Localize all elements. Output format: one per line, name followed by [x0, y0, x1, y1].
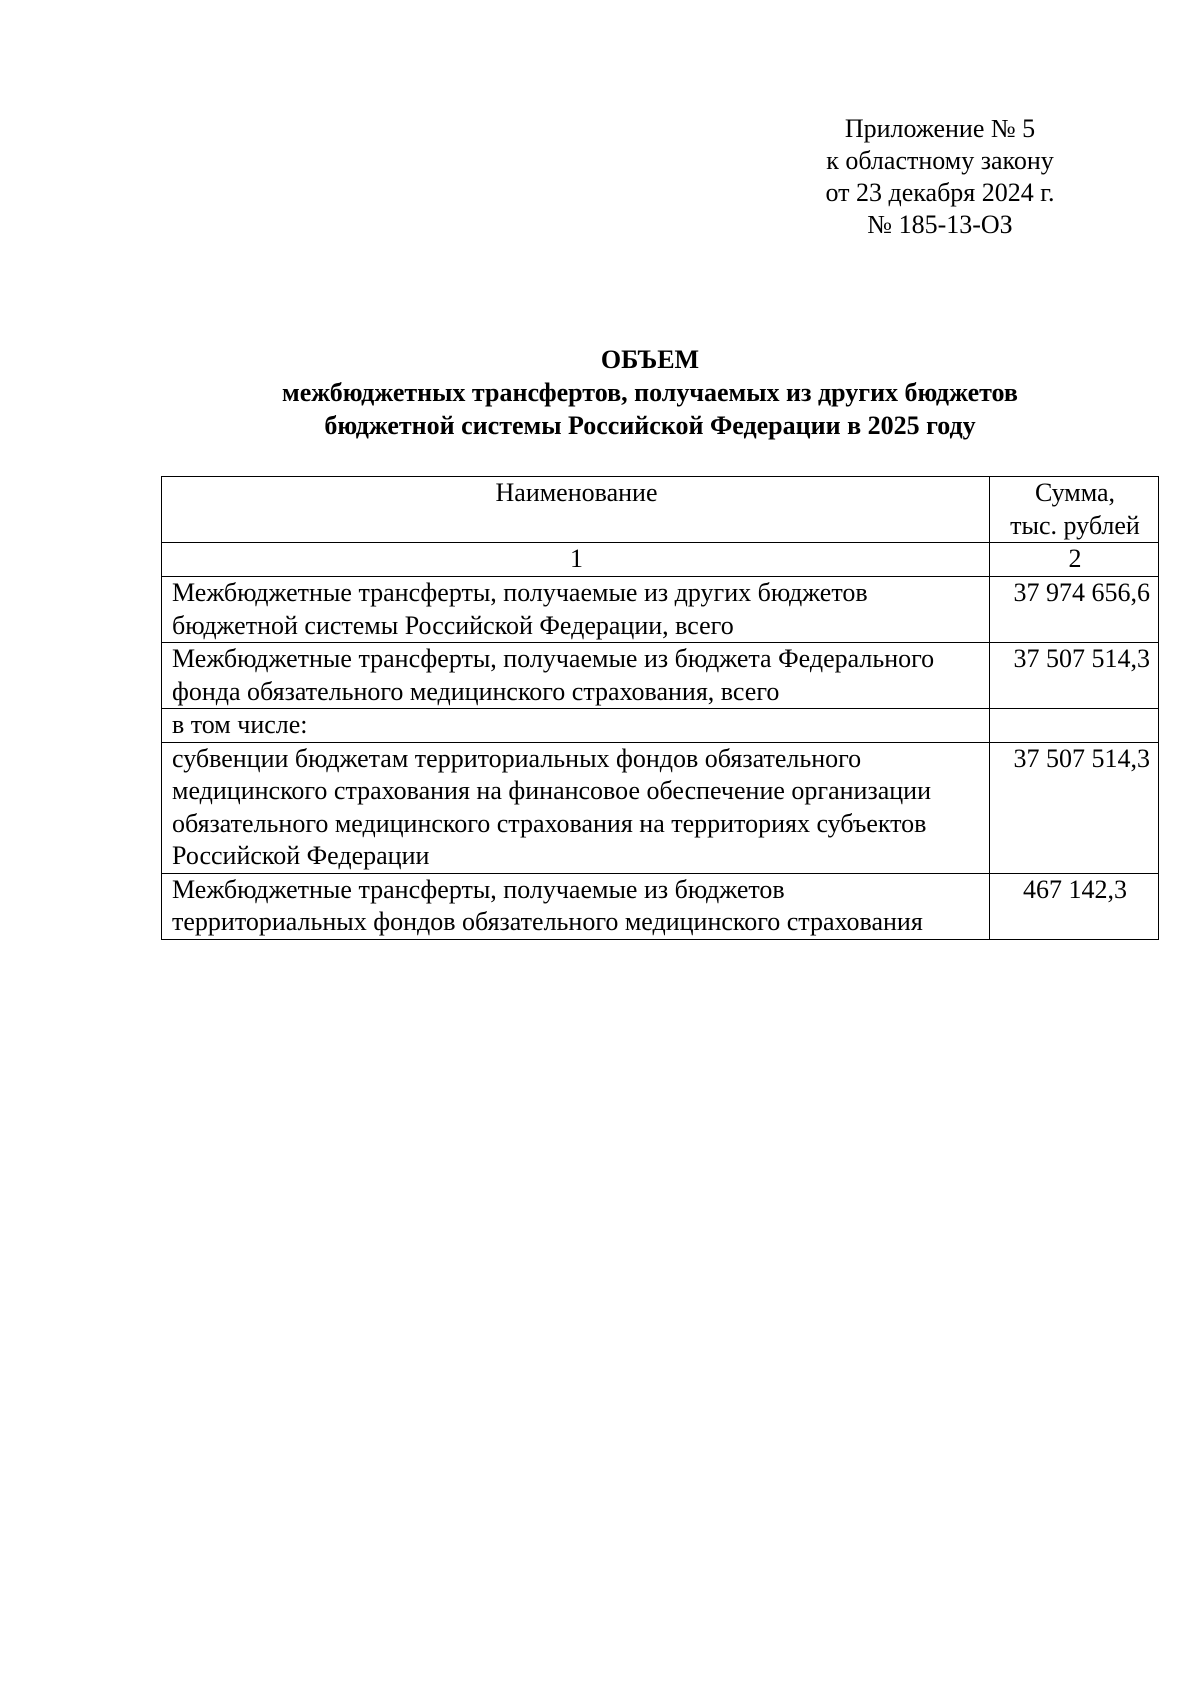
row-sum: 467 142,3 — [990, 873, 1159, 939]
appendix-number: Приложение № 5 — [844, 114, 1036, 143]
header-sum-label: Сумма, — [1034, 478, 1116, 507]
transfers-table — [161, 476, 1159, 940]
header-name-label: Наименование — [495, 478, 658, 507]
appendix-note — [790, 113, 1090, 241]
title-heading: ОБЪЕМ — [600, 345, 700, 374]
row-sum: 37 507 514,3 — [990, 643, 1159, 709]
table-row — [162, 643, 1159, 709]
row-name: Межбюджетные трансферты, получаемые из других бюджетов бюджетной системы Российской Федерации, всего — [162, 577, 990, 643]
document-title — [150, 343, 1150, 442]
row-sum — [990, 709, 1159, 743]
column-number-2: 2 — [990, 543, 1159, 577]
table-header-row — [162, 477, 1159, 543]
appendix-law-number: № 185-13-ОЗ — [867, 210, 1013, 239]
appendix-law-reference: к областному закону — [826, 146, 1054, 175]
column-number-1: 1 — [162, 543, 990, 577]
table-row — [162, 742, 1159, 873]
row-sum: 37 507 514,3 — [990, 742, 1159, 873]
title-subtitle-line1: межбюджетных трансфертов, получаемых из других бюджетов — [282, 378, 1018, 407]
title-subtitle-line2: бюджетной системы Российской Федерации в 2025 году — [324, 411, 976, 440]
row-name: в том числе: — [162, 709, 990, 743]
row-name: Межбюджетные трансферты, получаемые из бюджетов территориальных фондов обязательного медицинского страхования — [162, 873, 990, 939]
row-name: субвенции бюджетам территориальных фондов обязательного медицинского страхования на финансовое обеспечение организации обязательного медицинского страхования на территориях субъектов Российской Федерации — [162, 742, 990, 873]
header-sum-unit: тыс. рублей — [1010, 510, 1140, 540]
header-name-cell — [162, 477, 990, 543]
row-sum: 37 974 656,6 — [990, 577, 1159, 643]
table-row — [162, 577, 1159, 643]
table-row — [162, 873, 1159, 939]
column-number-row — [162, 543, 1159, 577]
row-name: Межбюджетные трансферты, получаемые из бюджета Федерального фонда обязательного медицинского страхования, всего — [162, 643, 990, 709]
table-row — [162, 709, 1159, 743]
header-sum-cell — [990, 477, 1159, 543]
appendix-law-date: от 23 декабря 2024 г. — [825, 178, 1055, 207]
